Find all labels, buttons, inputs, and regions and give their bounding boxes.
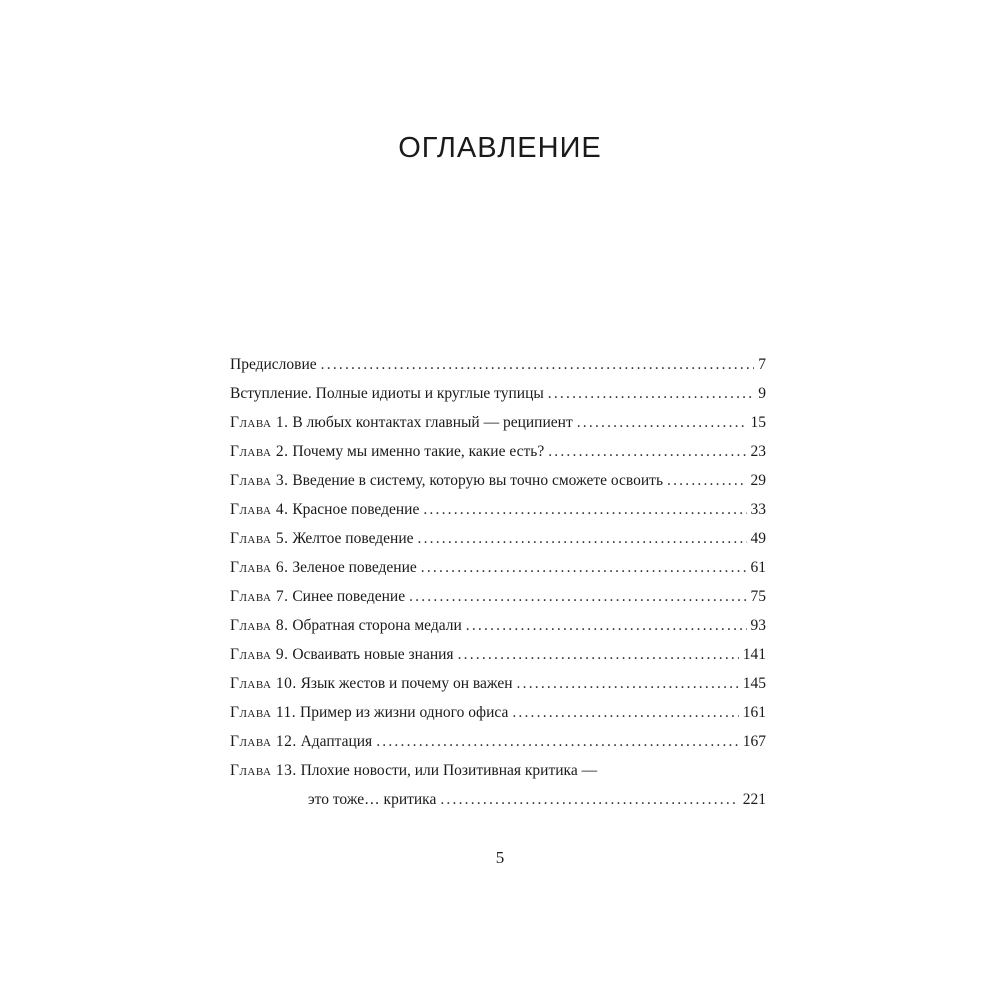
dot-leader: [577, 408, 747, 437]
chapter-prefix: Глава 4.: [230, 501, 289, 518]
toc-entry-page: 9: [758, 385, 766, 402]
toc-entry-title: Глава 1. В любых контактах главный — реципиент: [230, 414, 573, 431]
toc-entry-title: Глава 9. Осваивать новые знания: [230, 646, 454, 663]
dot-leader: [548, 379, 754, 408]
toc-entry-title: Предисловие: [230, 356, 317, 373]
toc-entry[interactable]: [230, 408, 766, 437]
toc-entry-title: Глава 11. Пример из жизни одного офиса: [230, 704, 509, 721]
dot-leader: [512, 698, 738, 727]
dot-leader: [548, 437, 746, 466]
toc-entry-title: Глава 4. Красное поведение: [230, 501, 420, 518]
chapter-prefix: Глава 2.: [230, 443, 289, 460]
chapter-prefix: Глава 7.: [230, 588, 289, 605]
toc-entry-page: 15: [750, 414, 766, 431]
toc-entry-page: 145: [742, 675, 766, 692]
toc-entry-page: 141: [742, 646, 766, 663]
toc-entry-title-continued: это тоже… критика: [308, 791, 437, 808]
dot-leader: [418, 524, 747, 553]
chapter-prefix: Глава 10.: [230, 675, 297, 692]
toc-entry-title: Глава 6. Зеленое поведение: [230, 559, 417, 576]
dot-leader: [466, 611, 747, 640]
dot-leader: [517, 669, 739, 698]
dot-leader: [423, 495, 746, 524]
chapter-prefix: Глава 13.: [230, 762, 297, 779]
toc-entry-page: 93: [750, 617, 766, 634]
toc-entry[interactable]: [230, 437, 766, 466]
toc-entry[interactable]: [230, 669, 766, 698]
toc-entry-page: 33: [750, 501, 766, 518]
chapter-prefix: Глава 1.: [230, 414, 289, 431]
toc-entry-title: Вступление. Полные идиоты и круглые тупицы: [230, 385, 544, 402]
toc-entry-page: 161: [742, 704, 766, 721]
toc-entry-title: Глава 2. Почему мы именно такие, какие есть?: [230, 443, 545, 460]
toc-entry-page: 23: [750, 443, 766, 460]
toc-entry-page: 221: [742, 791, 766, 808]
toc-entry[interactable]: [230, 698, 766, 727]
toc-entry[interactable]: [230, 495, 766, 524]
chapter-prefix: Глава 9.: [230, 646, 289, 663]
page-title: ОГЛАВЛЕНИЕ: [398, 132, 602, 164]
dot-leader: [376, 727, 739, 756]
chapter-prefix: Глава 11.: [230, 704, 297, 721]
toc-entry[interactable]: [230, 466, 766, 495]
chapter-prefix: Глава 8.: [230, 617, 289, 634]
toc-entry[interactable]: [230, 582, 766, 611]
toc-entry-title: Глава 10. Язык жестов и почему он важен: [230, 675, 513, 692]
toc-entry[interactable]: [230, 727, 766, 756]
toc-entry[interactable]: [230, 350, 766, 379]
toc-entry-continuation: [230, 785, 766, 814]
dot-leader: [458, 640, 739, 669]
toc-entry[interactable]: [230, 524, 766, 553]
chapter-prefix: Глава 12.: [230, 733, 297, 750]
toc-entry-page: 61: [750, 559, 766, 576]
dot-leader: [421, 553, 747, 582]
toc-entry-page: 49: [750, 530, 766, 547]
toc-entry-page: 29: [750, 472, 766, 489]
toc-entry[interactable]: [230, 756, 766, 814]
toc-entry-title: Глава 13. Плохие новости, или Позитивная критика —: [230, 762, 598, 779]
chapter-prefix: Глава 6.: [230, 559, 289, 576]
toc-entry-title: Глава 8. Обратная сторона медали: [230, 617, 462, 634]
toc-entry-page: 167: [742, 733, 766, 750]
page-number: 5: [495, 848, 505, 867]
toc-entry[interactable]: [230, 611, 766, 640]
dot-leader: [409, 582, 746, 611]
toc-entry-page: 7: [758, 356, 766, 373]
dot-leader: [440, 785, 738, 814]
dot-leader: [667, 466, 746, 495]
toc-entry-title: Глава 12. Адаптация: [230, 733, 373, 750]
chapter-prefix: Глава 3.: [230, 472, 289, 489]
toc-entry-title: Глава 3. Введение в систему, которую вы точно сможете освоить: [230, 472, 664, 489]
dot-leader: [321, 350, 755, 379]
toc-entry[interactable]: [230, 379, 766, 408]
toc-entry-page: 75: [750, 588, 766, 605]
toc-entry-title: Глава 7. Синее поведение: [230, 588, 406, 605]
toc-entry[interactable]: [230, 553, 766, 582]
chapter-prefix: Глава 5.: [230, 530, 289, 547]
table-of-contents: [230, 350, 766, 814]
toc-entry[interactable]: [230, 640, 766, 669]
toc-entry-title: Глава 5. Желтое поведение: [230, 530, 414, 547]
